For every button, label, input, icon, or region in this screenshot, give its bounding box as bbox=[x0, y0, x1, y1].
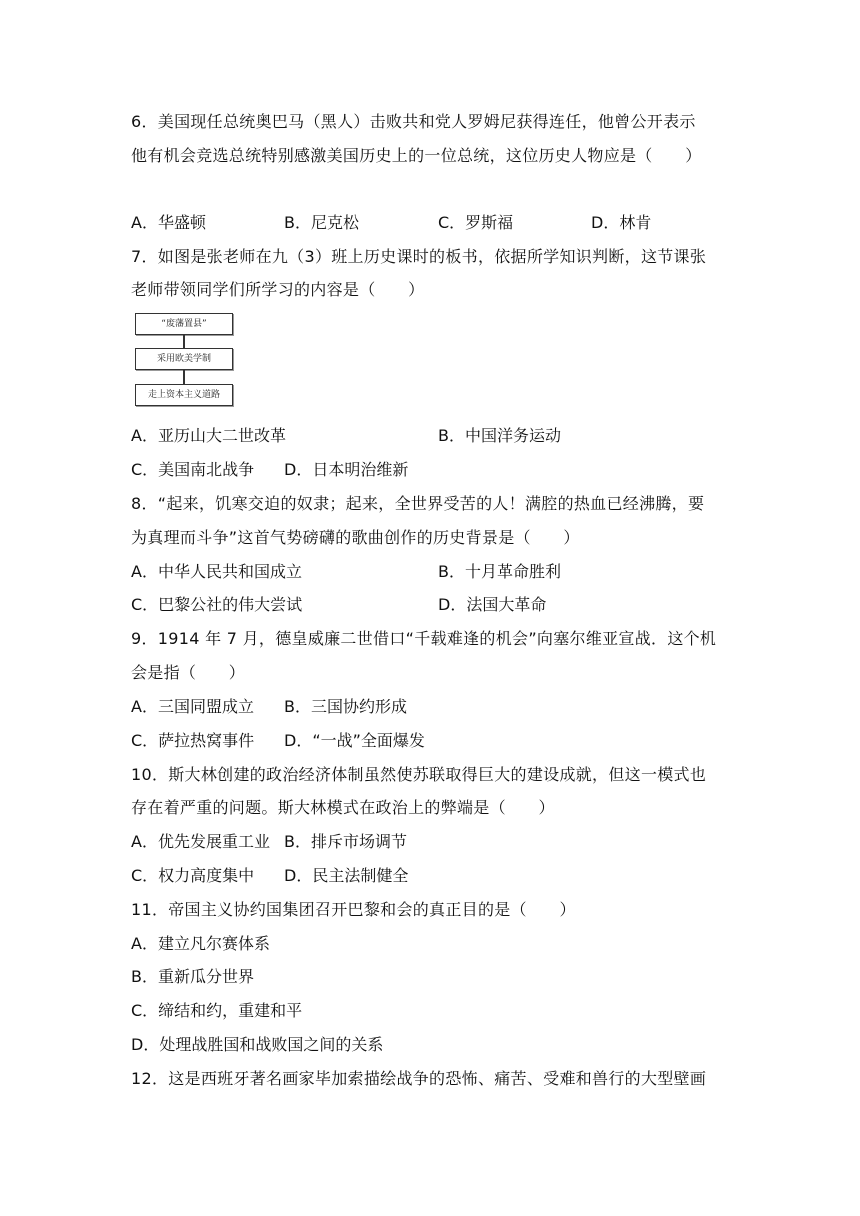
q11-option-b: B．重新瓜分世界 bbox=[131, 967, 254, 986]
q6-option-b: B．尼克松 bbox=[284, 213, 359, 232]
q11-option-d: D．处理战胜国和战败国之间的关系 bbox=[131, 1035, 384, 1054]
q10-stem-line1: 10．斯大林创建的政治经济体制虽然使苏联取得巨大的建设成就，但这一模式也 bbox=[131, 765, 707, 784]
q7-option-c: C．美国南北战争 bbox=[131, 460, 255, 479]
q7-stem-line1: 7．如图是张老师在九（3）班上历史课时的板书，依据所学知识判断，这节课张 bbox=[131, 247, 707, 266]
q7-option-d: D．日本明治维新 bbox=[284, 460, 409, 479]
q8-option-d: D．法国大革命 bbox=[438, 595, 547, 614]
q11-option-a: A．建立凡尔赛体系 bbox=[131, 934, 270, 953]
q6-stem-line1: 6．美国现任总统奥巴马（黑人）击败共和党人罗姆尼获得连任，他曾公开表示 bbox=[131, 112, 696, 131]
q11-option-c: C．缔结和约，重建和平 bbox=[131, 1001, 303, 1020]
q9-stem-line2: 会是指（ ） bbox=[131, 663, 246, 682]
q9-option-c: C．萨拉热窝事件 bbox=[131, 731, 255, 750]
diagram-connector-1 bbox=[183, 335, 185, 348]
diagram-box-2: 采用欧美学制 bbox=[135, 348, 233, 370]
q7-option-b: B．中国洋务运动 bbox=[438, 426, 561, 445]
q10-stem-line2: 存在着严重的问题。斯大林模式在政治上的弊端是（ ） bbox=[131, 798, 555, 817]
q9-option-b: B．三国协约形成 bbox=[284, 697, 407, 716]
q10-option-c: C．权力高度集中 bbox=[131, 866, 255, 885]
q7-option-a: A．亚历山大二世改革 bbox=[131, 426, 286, 445]
q7-stem-line2: 老师带领同学们所学习的内容是（ ） bbox=[131, 280, 425, 299]
diagram-connector-2 bbox=[183, 370, 185, 384]
q8-option-b: B．十月革命胜利 bbox=[438, 562, 561, 581]
q9-option-d: D．“一战”全面爆发 bbox=[284, 731, 425, 750]
q6-stem-line2: 他有机会竞选总统特别感激美国历史上的一位总统，这位历史人物应是（ ） bbox=[131, 146, 702, 165]
q6-option-a: A．华盛顿 bbox=[131, 213, 206, 232]
q9-option-a: A．三国同盟成立 bbox=[131, 697, 254, 716]
q9-stem-line1: 9．1914 年 7 月，德皇威廉二世借口“千载难逢的机会”向塞尔维亚宣战．这个机 bbox=[131, 629, 717, 648]
q8-stem-line2: 为真理而斗争”这首气势磅礴的歌曲创作的历史背景是（ ） bbox=[131, 528, 580, 547]
q12-stem-line1: 12．这是西班牙著名画家毕加索描绘战争的恐怖、痛苦、受难和兽行的大型壁画 bbox=[131, 1069, 707, 1088]
diagram-box-1: “废藩置县” bbox=[135, 313, 233, 335]
q7-flow-diagram bbox=[131, 309, 239, 416]
q11-stem-line1: 11．帝国主义协约国集团召开巴黎和会的真正目的是（ ） bbox=[131, 900, 576, 919]
q10-option-d: D．民主法制健全 bbox=[284, 866, 409, 885]
q8-stem-line1: 8．“起来，饥寒交迫的奴隶；起来，全世界受苦的人！满腔的热血已经沸腾，要 bbox=[131, 494, 705, 513]
q10-option-b: B．排斥市场调节 bbox=[284, 832, 407, 851]
q10-option-a: A．优先发展重工业 bbox=[131, 832, 270, 851]
q6-option-d: D．林肯 bbox=[591, 213, 652, 232]
q8-option-c: C．巴黎公社的伟大尝试 bbox=[131, 595, 303, 614]
diagram-box-3: 走上资本主义道路 bbox=[135, 384, 233, 406]
q6-option-c: C．罗斯福 bbox=[438, 213, 514, 232]
q8-option-a: A．中华人民共和国成立 bbox=[131, 562, 302, 581]
